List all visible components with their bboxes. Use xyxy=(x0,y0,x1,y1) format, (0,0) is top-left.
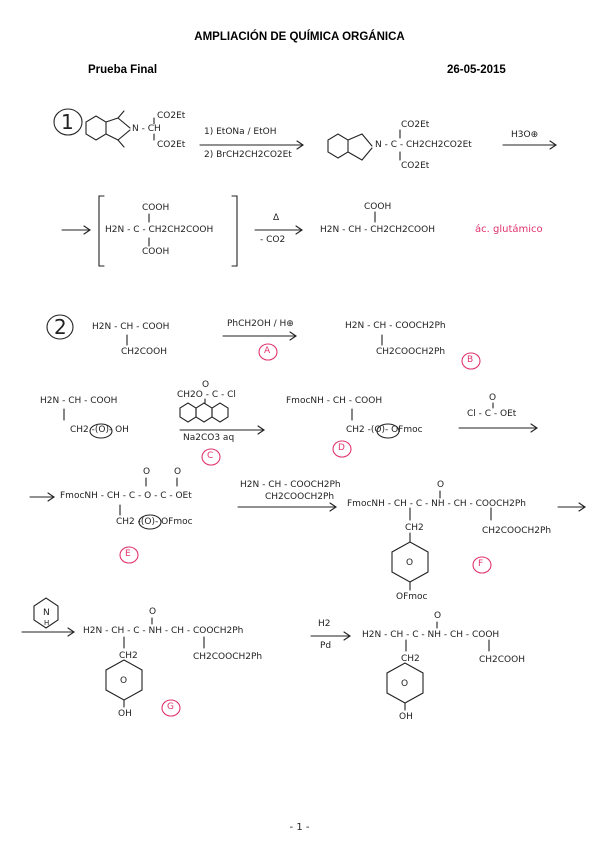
bracket-right xyxy=(232,196,237,266)
piperidine-h: H xyxy=(44,619,50,627)
base-reagent: Na2CO3 aq xyxy=(183,433,235,443)
page-title: AMPLIACIÓN DE QUÍMICA ORGÁNICA xyxy=(194,31,405,43)
reagent-Pd: Pd xyxy=(320,641,332,651)
reagent-E: Cl - C - OEt xyxy=(467,409,517,419)
co2-loss: - CO2 xyxy=(260,235,286,245)
product-E-main: FmocNH - CH - C - O - C - OEt xyxy=(60,491,192,501)
label-E: E xyxy=(125,549,131,559)
ring-F-o: O xyxy=(406,558,414,568)
aspartic-side: CH2COOH xyxy=(121,347,167,357)
label-C: C xyxy=(207,451,214,461)
page-number: - 1 - xyxy=(289,822,310,833)
product-B-side: CH2COOCH2Ph xyxy=(376,347,446,357)
final-main: H2N - CH - C - NH - CH - COOH xyxy=(362,630,500,640)
label-A: A xyxy=(264,346,271,356)
exam-date: 26-05-2015 xyxy=(447,64,506,76)
product1-top: CO2Et xyxy=(401,120,430,130)
product-E-o1: O xyxy=(143,467,151,477)
final-side2: CH2COOH xyxy=(479,655,525,665)
bracket-left xyxy=(99,196,104,266)
reactant-top: CO2Et xyxy=(157,111,186,121)
product-B-main: H2N - CH - COOCH2Ph xyxy=(345,321,446,331)
reagent-step-1: 1) EtONa / EtOH xyxy=(204,127,277,137)
aspartic-main: H2N - CH - COOH xyxy=(92,322,170,332)
phthalimide-ring-1 xyxy=(86,111,130,147)
label-G: G xyxy=(167,702,174,712)
fluorene-rings xyxy=(180,399,228,422)
fmoc-o: O xyxy=(202,380,210,390)
product-G-side1: CH2 xyxy=(119,651,138,661)
product-F-bottom: OFmoc xyxy=(396,592,428,602)
reagent-hydrolysis: H3O⊕ xyxy=(511,130,539,140)
product-name-annotation: ác. glutámico xyxy=(475,224,543,235)
reactant-mid: N - CH xyxy=(132,124,161,134)
label-D: D xyxy=(338,443,345,453)
tyrosine-main: H2N - CH - COOH xyxy=(40,396,118,406)
product-F-o: O xyxy=(437,480,445,490)
product-D-main: FmocNH - CH - COOH xyxy=(286,396,383,406)
product-G-main: H2N - CH - C - NH - CH - COOCH2Ph xyxy=(83,626,244,636)
final-o: O xyxy=(434,611,442,621)
product-E-side: CH2 -(O)- OFmoc xyxy=(116,517,193,527)
product-F-side2: CH2COOCH2Ph xyxy=(482,526,552,536)
reagent-E-o: O xyxy=(489,393,497,403)
intermediate-bottom: COOH xyxy=(142,247,170,257)
ring-G-o: O xyxy=(120,676,128,686)
ring-final-o: O xyxy=(401,679,409,689)
product-G-o: O xyxy=(149,607,157,617)
label-F: F xyxy=(478,559,484,569)
reagent-F-line1: H2N - CH - COOCH2Ph xyxy=(240,480,341,490)
problem-2-number: 2 xyxy=(54,315,67,339)
final-side1: CH2 xyxy=(401,654,420,664)
intermediate-top: COOH xyxy=(142,203,170,213)
label-B: B xyxy=(467,355,474,365)
product1-bottom: CO2Et xyxy=(401,161,430,171)
product1-mid: N - C - CH2CH2CO2Et xyxy=(375,140,472,150)
reactant-bottom: CO2Et xyxy=(157,140,186,150)
tyrosine-side: CH2 -(O)- OH xyxy=(70,425,129,435)
phthalimide-ring-2 xyxy=(328,134,372,160)
piperidine-n: N xyxy=(43,608,50,618)
fmoc-chloride: CH2O - C - Cl xyxy=(177,390,236,400)
exam-name: Prueba Final xyxy=(88,64,158,76)
product-F-side1: CH2 xyxy=(405,523,424,533)
reagent-step-2: 2) BrCH2CH2CO2Et xyxy=(204,150,292,160)
final-bottom: OH xyxy=(399,712,413,722)
product2-top: COOH xyxy=(364,202,392,212)
heat-symbol: Δ xyxy=(273,213,280,223)
reagent-A: PhCH2OH / H⊕ xyxy=(227,319,294,329)
product-F-main: FmocNH - CH - C - NH - CH - COOCH2Ph xyxy=(347,499,526,509)
product-D-side: CH2 -(O)- OFmoc xyxy=(346,425,423,435)
problem-1-number: 1 xyxy=(61,110,74,134)
reagent-F-line2: CH2COOCH2Ph xyxy=(265,492,335,502)
product-G-bottom: OH xyxy=(118,709,132,719)
product-G-side2: CH2COOCH2Ph xyxy=(193,652,263,662)
reagent-H2: H2 xyxy=(318,619,331,629)
product-E-o2: O xyxy=(174,467,182,477)
product2-mid: H2N - CH - CH2CH2COOH xyxy=(320,225,435,235)
intermediate-mid: H2N - C - CH2CH2COOH xyxy=(105,225,214,235)
